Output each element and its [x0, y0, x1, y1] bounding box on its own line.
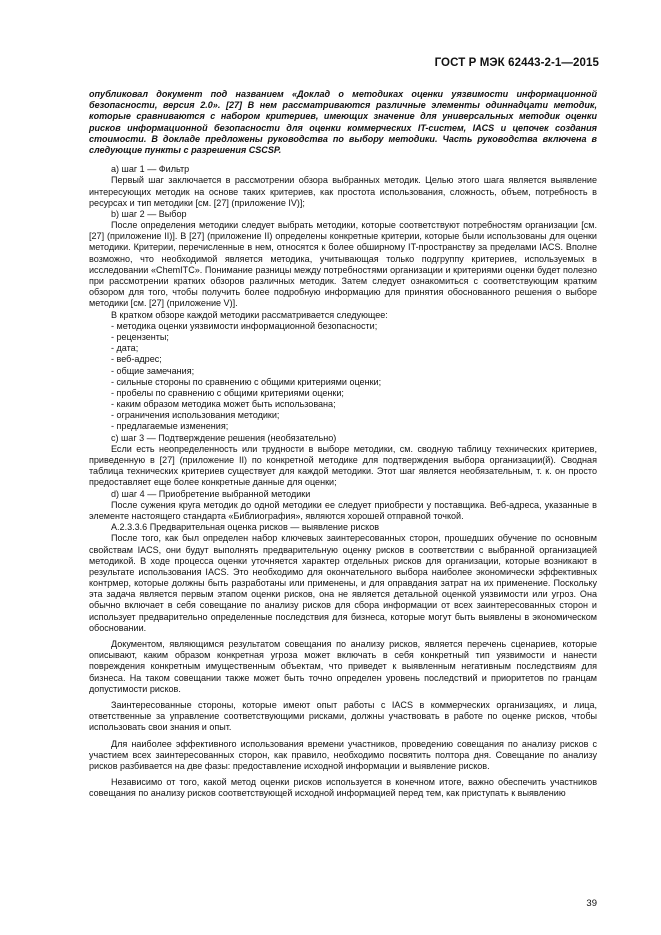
step-1-heading: a) шаг 1 — Фильтр [111, 164, 190, 175]
step-1-text: Первый шаг заключается в рассмотрении обзора выбранных методик. Целью этого шага является выявление интересующих методик на основе таких критериев, как простота использования, сложность, объем, потребность в ресурсах и тип методики [см. [27] (приложение IV)]; [89, 175, 597, 208]
list-item: - предлагаемые изменения; [111, 421, 229, 432]
list-item: - ограничения использования методики; [111, 410, 280, 421]
list-item: - веб-адрес; [111, 354, 162, 365]
list-item: - методика оценки уязвимости информационной безопасности; [111, 320, 378, 331]
page-number: 39 [586, 898, 597, 909]
body-paragraph: Заинтересованные стороны, которые имеют опыт работы с IACS в коммерческих организациях, и лица, ответственные за управление соответствующими рисками, должны участвовать в работе по оценке рисков, чтобы использовать свои знания и опыт. [89, 699, 597, 733]
body-paragraph: Независимо от того, какой метод оценки рисков используется в конечном итоге, важно обеспечить участников совещания по анализу рисков соответствующей исходной информацией перед тем, как приступать к выявлению [89, 777, 597, 799]
body-paragraph: Документом, являющимся результатом совещания по анализу рисков, является перечень сценариев, которые описывают, каким образом конкретная угроза может включать в себя конкретный тип уязвимости и нанести повреждения конкретным имущественным объектам, что приведет к выявленным негативным последствиям для бизнеса. На таком совещании также может быть точно определен уровень последствий и приоритетов по гранцам допустимости рисков. [89, 639, 597, 694]
overview-intro: В кратком обзоре каждой методики рассматривается следующее: [111, 309, 388, 320]
intro-paragraph: опубликовал документ под названием «Доклад о методиках оценки уязвимости информационной безопасности, версия 2.0». [27] В нем рассматриваются различные элементы одиннадцати методик, которые сравниваются с набором критериев, имеющих значение для универсальных методик оценки рисков информационной безопасности для оценки коммерческих IT-систем, IACS и цепочек создания стоимости. В докладе предложены руководства по выбору методики. Часть руководства включена в следующие пункты с разрешения CSCSP. [89, 89, 597, 155]
body-paragraph: Для наиболее эффективного использования времени участников, проведению совещания по анализу рисков с участием всех заинтересованных сторон, как правило, необходимо посвятить полтора дня. Совещание по анализу рисков разбивается на две фазы: предоставление исходной информации и выявление рисков. [89, 738, 597, 771]
list-item: - каким образом методика может быть использована; [111, 399, 336, 410]
list-item: - дата; [111, 343, 139, 354]
list-item: - сильные стороны по сравнению с общими критериями оценки; [111, 376, 382, 387]
body-paragraph: После того, как был определен набор ключевых заинтересованных сторон, прошедших обучение по основным свойствам IACS, они будут выполнять предварительную оценку рисков в соответствии с выбранной организацией методикой. В ходе процесса оценки уточняется характер отдельных рисков для организации, которые возникают в результате использования IACS. Это необходимо для окончательного выбора наиболее экономически эффективных контрмер, которые должны быть разработаны или применены, и для оправдания затрат на их применение. Поскольку эта задача является первым этапом оценки рисков, она не является детальной оценкой уязвимости или угроз. Она обычно включает в себя совещание по анализу рисков для сбора информации от всех заинтересованных сторон и использует предварительно определенные последствия для бизнеса, которые могут быть выявлены в экономическом обосновании. [89, 533, 597, 633]
section-heading: A.2.3.3.6 Предварительная оценка рисков — выявление рисков [111, 522, 380, 533]
step-3-text: Если есть неопределенность или трудности в выборе методики, см. сводную таблицу технических критериев, приведенную в [27] (приложение II) по конкретной методике для подтверждения выбора организации(й). Сводная таблица технических критериев существует для каждой методики. Этот шаг является необязательным, т. к. он просто предоставляет еще более конкретные данные для оценки; [89, 443, 597, 488]
step-2-heading: b) шаг 2 — Выбор [111, 208, 187, 219]
step-4-heading: d) шаг 4 — Приобретение выбранной методики [111, 488, 311, 499]
standard-header: ГОСТ Р МЭК 62443-2-1—2015 [434, 57, 599, 69]
list-item: - рецензенты; [111, 331, 169, 342]
list-item: - общие замечания; [111, 365, 195, 376]
step-3-heading: c) шаг 3 — Подтверждение решения (необязательно) [111, 432, 337, 443]
list-item: - пробелы по сравнению с общими критериями оценки; [111, 387, 344, 398]
page-content [89, 89, 597, 799]
step-2-text: После определения методики следует выбрать методики, которые соответствуют потребностям организации [см. [27] (приложение II)]. В [27] (приложение II) определены конкретные критерии, которые были использованы для оценки методики. Критерии, перечисленные в нем, относятся к более обширному IT-пространству за пределами IACS. Вполне возможно, что необходимой является методика, учитывающая только подгруппу критериев, используемых в исследовании «ChemITC». Понимание разницы между потребностями организации и критериями оценки будет полезно при рассмотрении кратких обзоров различных методик. Затем следует ознакомиться с соответствующим кратким обзором для того, чтобы получить более подробную информацию для принятия обоснованного решения о выборе методики [см. [27] (приложение V)]. [89, 220, 597, 309]
step-4-text: После сужения круга методик до одной методики ее следует приобрести у поставщика. Веб-адреса, указанные в элементе настоящего стандарта «Библиография», являются хорошей отправной точкой. [89, 499, 597, 521]
